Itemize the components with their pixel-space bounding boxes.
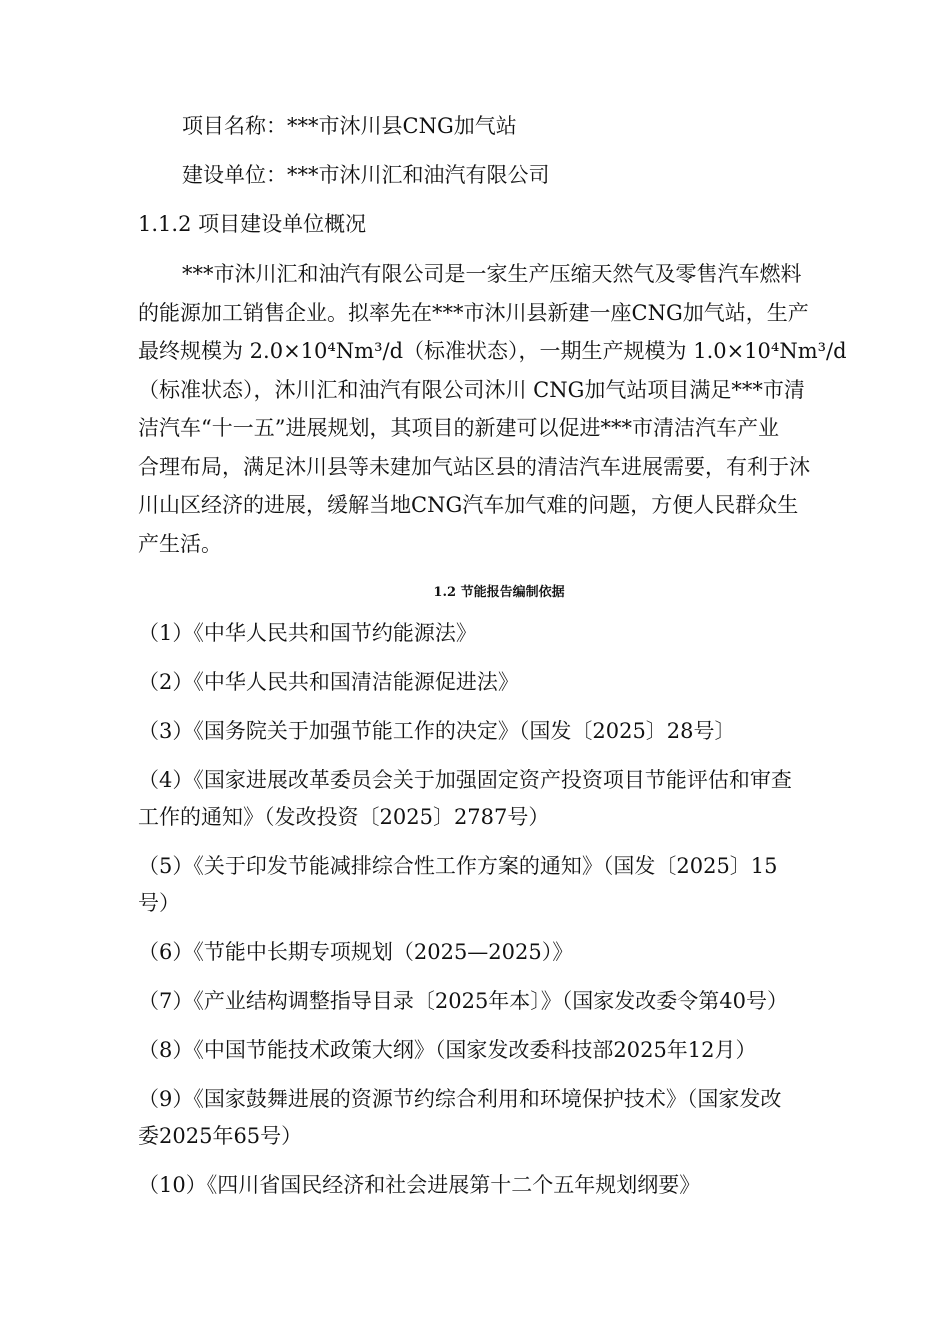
reference-row: （7）《产业结构调整指导目录〔2025年本〕》（国家发改委令第40号） xyxy=(138,989,789,1013)
project-unit-line: 建设单位：***市沐川汇和油汽有限公司 xyxy=(182,163,550,187)
paragraph-row: （标准状态），沐川汇和油汽有限公司沐川 CNG加气站项目满足***市清 xyxy=(138,377,805,402)
paragraph-row: ***市沐川汇和油汽有限公司是一家生产压缩天然气及零售汽车燃料 xyxy=(182,262,802,286)
paragraph-row: 合理布局，满足沐川县等未建加气站区县的清洁汽车进展需要，有利于沐 xyxy=(138,454,810,479)
reference-row: 工作的通知》（发改投资〔2025〕2787号） xyxy=(138,805,550,829)
reference-item xyxy=(138,934,860,971)
reference-item xyxy=(138,1167,860,1204)
reference-row: （10）《四川省国民经济和社会进展第十二个五年规划纲要》 xyxy=(138,1173,701,1197)
reference-row: （6）《节能中长期专项规划（2025—2025）》 xyxy=(138,940,574,964)
reference-row: （4）《国家进展改革委员会关于加强固定资产投资项目节能评估和审查 xyxy=(138,768,792,792)
reference-item xyxy=(138,848,860,922)
reference-item xyxy=(138,762,860,836)
project-name-line: 项目名称：***市沐川县CNG加气站 xyxy=(182,114,517,138)
reference-row: 委2025年65号） xyxy=(138,1124,303,1148)
reference-list xyxy=(138,615,860,1204)
reference-row: （5）《关于印发节能减排综合性工作方案的通知》（国发〔2025〕15 xyxy=(138,854,778,878)
company-overview-paragraph xyxy=(138,255,860,563)
paragraph-row: 川山区经济的进展，缓解当地CNG汽车加气难的问题，方便人民群众生 xyxy=(138,493,799,517)
section-heading-1-1-2: 1.1.2 项目建设单位概况 xyxy=(138,212,367,236)
reference-row: 号） xyxy=(138,891,180,915)
reference-item xyxy=(138,1081,860,1155)
paragraph-row: 最终规模为 2.0×10⁴Nm³/d（标准状态），一期生产规模为 1.0×10⁴Nm³/d xyxy=(138,339,847,363)
reference-item xyxy=(138,664,860,701)
reference-item xyxy=(138,1032,860,1069)
reference-row: （2）《中华人民共和国清洁能源促进法》 xyxy=(138,670,519,694)
reference-row: （3）《国务院关于加强节能工作的决定》（国发〔2025〕28号〕 xyxy=(138,719,736,743)
reference-item xyxy=(138,983,860,1020)
reference-row: （9）《国家鼓舞进展的资源节约综合利用和环境保护技术》（国家发改 xyxy=(138,1087,782,1111)
reference-item xyxy=(138,615,860,652)
reference-item xyxy=(138,713,860,750)
paragraph-row: 产生活。 xyxy=(138,531,222,556)
paragraph-row: 的能源加工销售企业。拟率先在***市沐川县新建一座CNG加气站，生产 xyxy=(138,300,809,325)
reference-row: （1）《中华人民共和国节约能源法》 xyxy=(138,621,477,645)
section-heading-1-2: 1.2 节能报告编制依据 xyxy=(433,585,565,600)
paragraph-row: 洁汽车“十一五”进展规划，其项目的新建可以促进***市清洁汽车产业 xyxy=(138,416,779,440)
reference-row: （8）《中国节能技术政策大纲》（国家发改委科技部2025年12月） xyxy=(138,1038,757,1062)
